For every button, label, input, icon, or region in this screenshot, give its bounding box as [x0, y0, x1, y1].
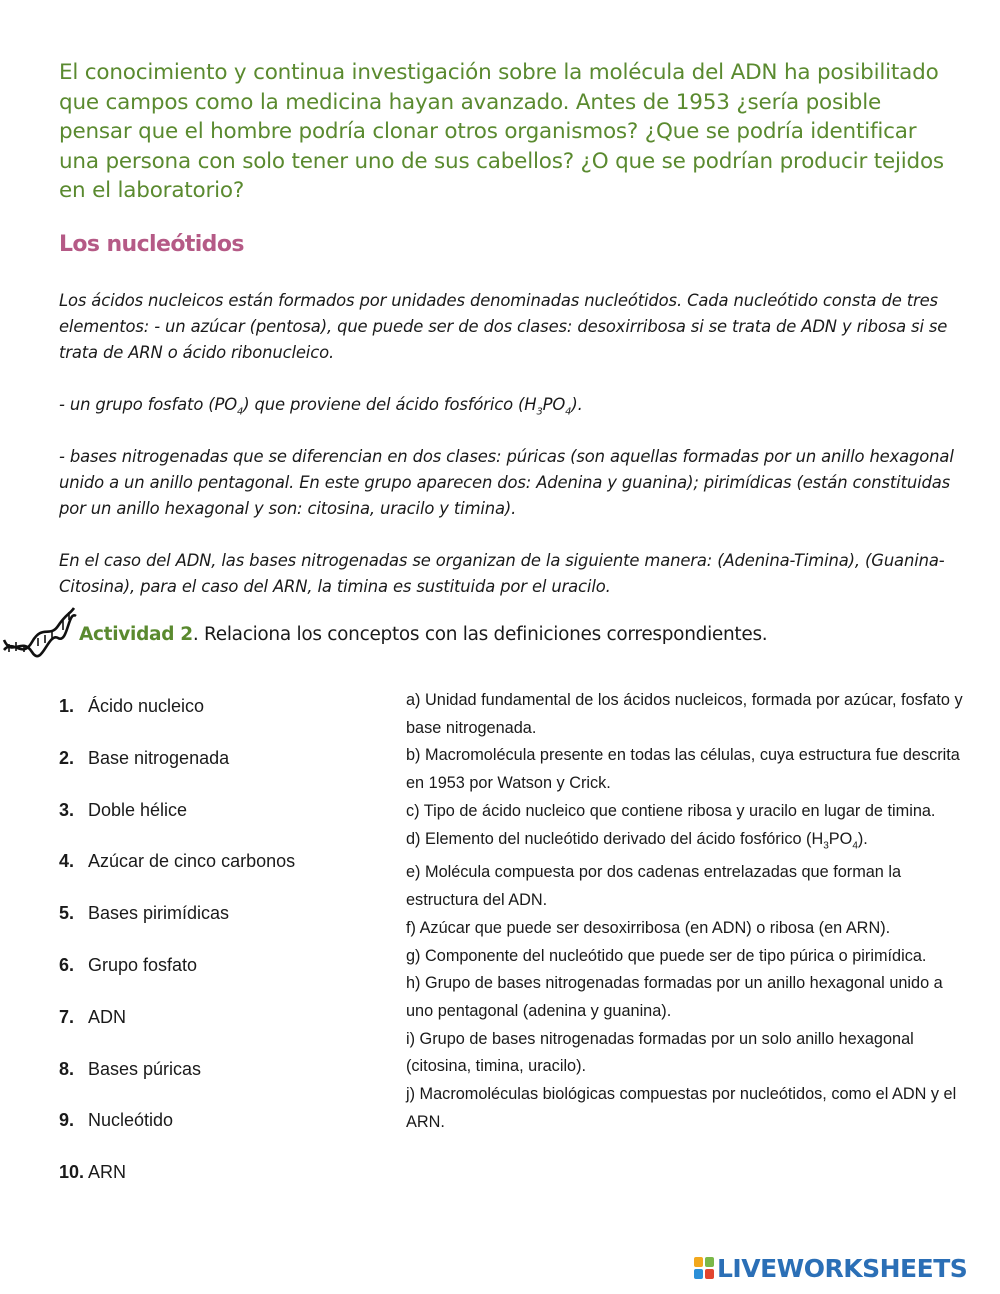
concept-item[interactable]: 4. Azúcar de cinco carbonos [59, 851, 296, 872]
concept-item[interactable]: 7. ADN [59, 1006, 127, 1027]
definition-g[interactable]: g) Componente del nucleótido que puede ser de tipo púrica o pirimídica. [406, 946, 927, 965]
liveworksheets-brand[interactable] [693, 1251, 967, 1285]
concept-item[interactable]: 1. Ácido nucleico [59, 696, 205, 716]
dna-helix-icon [0, 602, 78, 658]
paragraph-bases: - bases nitrogenadas que se diferencian en dos clases: púricas (son aquellas formadas por un anillo hexagonal unido a un anillo pentagonal. En este grupo aparecen dos: Adenina y guanina); pirimídicas (están constituidas por un anillo hexagonal y son: citosina, uracilo y timina). [59, 447, 954, 518]
concept-item[interactable]: 2. Base nitrogenada [59, 747, 230, 768]
concept-item[interactable]: 8. Bases púricas [59, 1058, 202, 1079]
definition-a[interactable]: a) Unidad fundamental de los ácidos nucleicos, formada por azúcar, fosfato y base nitrogenada. [406, 691, 963, 737]
liveworksheets-logo-icon [693, 1256, 715, 1280]
paragraph-dna-pairs: En el caso del ADN, las bases nitrogenadas se organizan de la siguiente manera: (Adenina-Timina), (Guanina-Citosina), para el caso del ARN, la timina es sustituida por el uracilo. [59, 551, 945, 596]
definition-d[interactable]: d) Elemento del nucleótido derivado del ácido fosfórico $(H_3PO_4)$. [406, 829, 868, 851]
definition-f[interactable]: f) Azúcar que puede ser desoxirribosa (en ADN) o ribosa (en ARN). [406, 918, 891, 937]
definition-i[interactable]: i) Grupo de bases nitrogenadas formadas por un solo anillo hexagonal (citosina, timina, uracilo). [406, 1029, 914, 1076]
concept-item[interactable]: 9. Nucleótido [59, 1110, 174, 1131]
section-title: Los nucleótidos [59, 232, 244, 257]
definition-b[interactable]: b) Macromolécula presente en todas las células, cuya estructura fue descrita en 1953 por Watson y Crick. [406, 746, 960, 793]
activity-heading [79, 624, 767, 645]
definition-e[interactable]: e) Molécula compuesta por dos cadenas entrelazadas que forman la estructura del ADN. [406, 863, 902, 910]
definition-h[interactable]: h) Grupo de bases nitrogenadas formadas por un anillo hexagonal unido a uno pentagonal (adenina y guanina). [406, 974, 943, 1020]
definition-c[interactable]: c) Tipo de ácido nucleico que contiene ribosa y uracilo en lugar de timina. [406, 801, 936, 820]
concept-item[interactable]: 3. Doble hélice [59, 799, 188, 820]
definition-list [406, 687, 966, 1137]
activity-label: Actividad 2 [79, 624, 193, 645]
paragraph-nucleotides: Los ácidos nucleicos están formados por unidades denominadas nucleótidos. Cada nucleótido consta de tres elementos: - un azúcar (pentosa), que puede ser de dos clases: desoxirribosa si se trata de ADN y ribosa si se trata de ARN o ácido ribonucleico. [59, 291, 948, 362]
brand-name: LIVEWORKSHEETS [717, 1253, 968, 1283]
concept-item[interactable]: 5. Bases pirimídicas [59, 903, 230, 924]
concept-list [59, 692, 379, 1210]
concept-item[interactable]: 10. ARN [59, 1162, 127, 1183]
intro-paragraph: El conocimiento y continua investigación sobre la molécula del ADN ha posibilitado que campos como la medicina hayan avanzado. Antes de 1953 ¿sería posible pensar que el hombre podría clonar otros organismos? ¿Que se podría identificar una persona con solo tener uno de sus cabellos? ¿O que se podrían producir tejidos en el laboratorio? [59, 60, 944, 203]
activity-instruction: . Relaciona los conceptos con las definiciones correspondientes. [192, 624, 768, 645]
definition-j[interactable]: j) Macromoléculas biológicas compuestas por nucleótidos, como el ADN y el ARN. [406, 1085, 957, 1131]
paragraph-phosphate: - un grupo fosfato $(PO_4)$ que proviene del ácido fosfórico $(H_3PO_4)$. [59, 395, 583, 418]
concept-item[interactable]: 6. Grupo fosfato [59, 954, 198, 975]
